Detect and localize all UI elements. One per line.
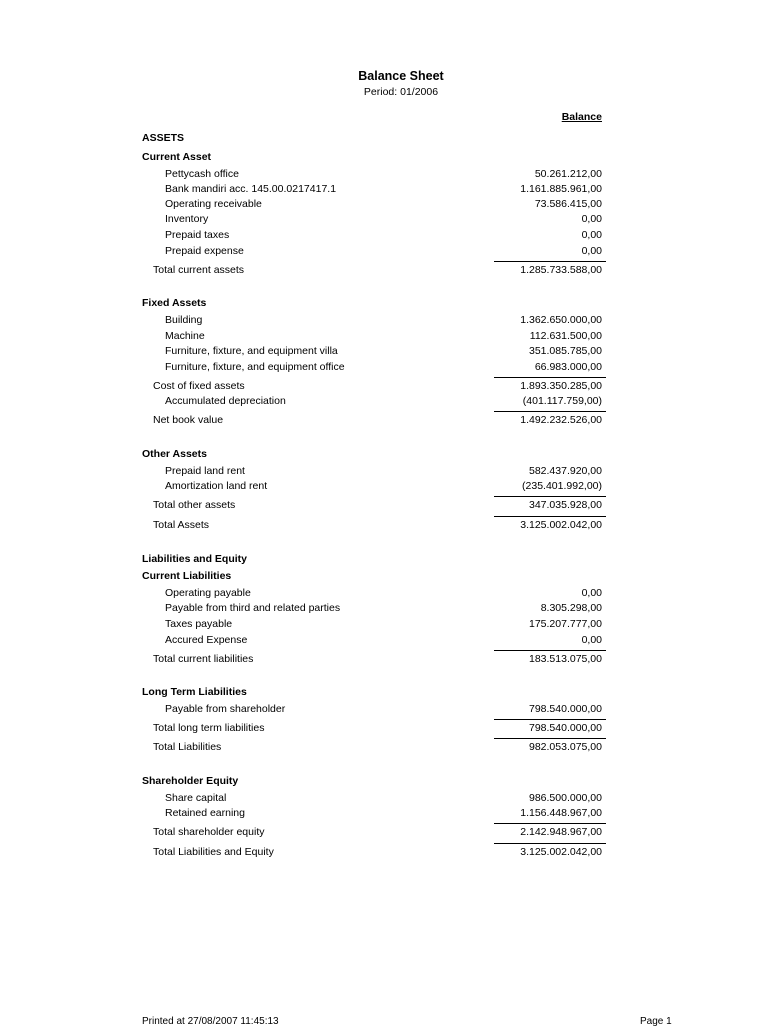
- section-heading: Long Term Liabilities: [142, 686, 247, 698]
- row-label: Retained earning: [165, 807, 245, 819]
- section-heading: Other Assets: [142, 448, 207, 460]
- row-value: 347.035.928,00: [529, 499, 602, 511]
- row-value: 3.125.002.042,00: [520, 519, 602, 531]
- footer-printed: Printed at 27/08/2007 11:45:13: [142, 1016, 279, 1027]
- row-value: 8.305.298,00: [540, 602, 602, 614]
- total-rule-line: [494, 516, 606, 517]
- row-label: Total long term liabilities: [153, 722, 265, 734]
- footer-page: Page 1: [640, 1016, 672, 1027]
- row-label: Total shareholder equity: [153, 826, 265, 838]
- row-label: Prepaid expense: [165, 245, 244, 257]
- row-value: 0,00: [581, 587, 602, 599]
- row-value: 351.085.785,00: [529, 345, 602, 357]
- row-label: Machine: [165, 330, 205, 342]
- section-heading: Shareholder Equity: [142, 775, 239, 787]
- row-label: Accured Expense: [165, 634, 248, 646]
- row-label: Furniture, fixture, and equipment office: [165, 361, 345, 373]
- section-heading: Liabilities and Equity: [142, 553, 248, 565]
- row-value: 982.053.075,00: [529, 741, 602, 753]
- row-value: 1.362.650.000,00: [520, 314, 602, 326]
- row-value: 1.893.350.285,00: [520, 380, 602, 392]
- row-label: Total current liabilities: [153, 653, 254, 665]
- row-value: 1.492.232.526,00: [520, 414, 602, 426]
- section-heading: Current Asset: [142, 151, 212, 163]
- row-value: 175.207.777,00: [529, 618, 602, 630]
- section-heading: Current Liabilities: [142, 570, 232, 582]
- section-heading: Fixed Assets: [142, 297, 207, 309]
- row-label: Cost of fixed assets: [153, 380, 245, 392]
- row-label: Net book value: [153, 414, 224, 426]
- row-value: 183.513.075,00: [529, 653, 602, 665]
- row-value: 0,00: [581, 634, 602, 646]
- row-value: (235.401.992,00): [522, 480, 602, 492]
- row-value: 66.983.000,00: [534, 361, 602, 373]
- row-label: Total Liabilities: [153, 741, 222, 753]
- row-value: 50.261.212,00: [534, 168, 602, 180]
- total-rule-line: [494, 496, 606, 497]
- row-label: Total current assets: [153, 264, 245, 276]
- row-label: Total other assets: [153, 499, 236, 511]
- row-value: 798.540.000,00: [529, 703, 602, 715]
- total-rule-line: [494, 843, 606, 844]
- row-value: 0,00: [581, 229, 602, 241]
- row-value: 0,00: [581, 213, 602, 225]
- row-label: Payable from third and related parties: [165, 602, 341, 614]
- report-period: Period: 01/2006: [363, 86, 439, 98]
- row-label: Total Assets: [153, 519, 210, 531]
- row-label: Bank mandiri acc. 145.00.0217417.1: [165, 183, 337, 195]
- row-label: Taxes payable: [165, 618, 233, 630]
- row-label: Building: [165, 314, 203, 326]
- row-value: 798.540.000,00: [529, 722, 602, 734]
- total-rule-line: [494, 411, 606, 412]
- row-label: Amortization land rent: [165, 480, 268, 492]
- row-value: 0,00: [581, 245, 602, 257]
- total-rule-line: [494, 261, 606, 262]
- row-label: Payable from shareholder: [165, 703, 286, 715]
- row-value: 1.285.733.588,00: [520, 264, 602, 276]
- row-label: Inventory: [165, 213, 209, 225]
- total-rule-line: [494, 823, 606, 824]
- report-title: Balance Sheet: [358, 69, 444, 83]
- row-label: Total Liabilities and Equity: [153, 846, 274, 858]
- total-rule-line: [494, 377, 606, 378]
- row-value: 1.156.448.967,00: [520, 807, 602, 819]
- balance-column-header: Balance: [561, 111, 602, 123]
- row-label: Operating receivable: [165, 198, 262, 210]
- row-label: Furniture, fixture, and equipment villa: [165, 345, 338, 357]
- row-value: 3.125.002.042,00: [520, 846, 602, 858]
- row-value: (401.117.759,00): [522, 395, 602, 407]
- total-rule-line: [494, 738, 606, 739]
- row-label: Prepaid land rent: [165, 465, 245, 477]
- row-label: Operating payable: [165, 587, 251, 599]
- row-value: 2.142.948.967,00: [520, 826, 602, 838]
- total-rule-line: [494, 650, 606, 651]
- row-value: 112.631.500,00: [529, 330, 602, 342]
- row-value: 1.161.885.961,00: [520, 183, 602, 195]
- row-label: Prepaid taxes: [165, 229, 230, 241]
- row-label: Pettycash office: [165, 168, 239, 180]
- row-value: 582.437.920,00: [529, 465, 602, 477]
- row-value: 73.586.415,00: [534, 198, 602, 210]
- total-rule-line: [494, 719, 606, 720]
- row-label: Accumulated depreciation: [165, 395, 286, 407]
- row-value: 986.500.000,00: [529, 792, 602, 804]
- row-label: Share capital: [165, 792, 227, 804]
- section-heading: ASSETS: [142, 132, 185, 144]
